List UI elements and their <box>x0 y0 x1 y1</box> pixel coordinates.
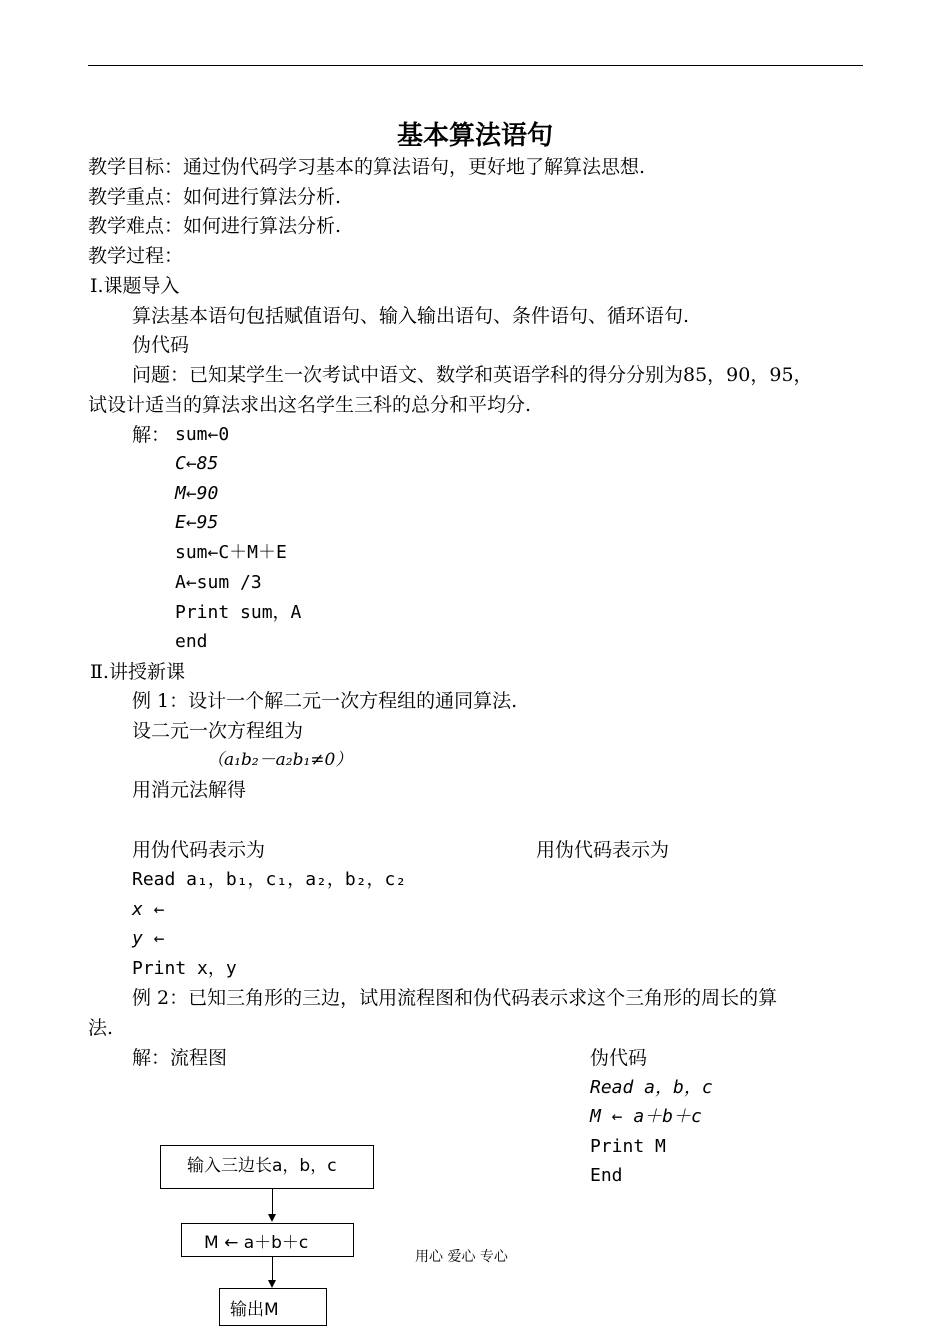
page-title: 基本算法语句 <box>396 121 553 151</box>
pseudo-label-left: 用伪代码表示为 <box>132 839 266 861</box>
example1-line: 例 1：设计一个解二元一次方程组的通同算法. <box>132 690 518 712</box>
section2-heading: Ⅱ.讲授新课 <box>90 661 185 683</box>
example2-line-1: 例 2：已知三角形的三边，试用流程图和伪代码表示求这个三角形的周长的算 <box>132 987 778 1009</box>
read-line: Read a₁，b₁，c₁，a₂，b₂，c₂ <box>132 869 407 890</box>
flowchart-input-box <box>160 1145 374 1189</box>
code-line: Print sum，A <box>175 602 302 623</box>
flowchart-input-text: 输入三边长a，b，c <box>187 1156 337 1176</box>
flowchart-output-text: 输出M <box>230 1300 279 1320</box>
pseudo-label-right: 用伪代码表示为 <box>536 839 670 861</box>
code-line: E←95 <box>175 512 219 533</box>
print-line: Print x，y <box>132 958 237 979</box>
x-assign-line: x ← <box>132 899 165 920</box>
section1-heading: Ⅰ.课题导入 <box>90 275 180 297</box>
arrowhead-icon <box>268 1214 276 1222</box>
flowchart-label: 解：流程图 <box>132 1047 228 1069</box>
code-line: sum←C＋M＋E <box>175 542 287 563</box>
header-rule <box>88 65 863 66</box>
elimination-line: 用消元法解得 <box>132 779 247 801</box>
pseudo-code-line: End <box>590 1165 623 1186</box>
pseudocode-label: 伪代码 <box>132 334 190 356</box>
flowchart-arrow <box>272 1189 273 1215</box>
arrowhead-icon <box>268 1280 276 1288</box>
process-line: 教学过程： <box>88 245 184 267</box>
code-line: A←sum /3 <box>175 572 262 593</box>
code-line: end <box>175 631 208 652</box>
difficulty-line: 教学难点：如何进行算法分析. <box>88 215 342 237</box>
example2-line-2: 法. <box>88 1017 114 1039</box>
flowchart-process-text: M ← a＋b＋c <box>204 1233 309 1253</box>
problem-line-2: 试设计适当的算法求出这名学生三科的总分和平均分. <box>88 394 532 416</box>
flowchart-process-box <box>181 1223 354 1257</box>
flowchart-arrow <box>272 1257 273 1281</box>
code-line: M←90 <box>175 483 219 504</box>
section1-intro: 算法基本语句包括赋值语句、输入输出语句、条件语句、循环语句. <box>132 305 690 327</box>
flowchart-output-box <box>219 1288 327 1326</box>
code-line: C←85 <box>175 453 219 474</box>
objective-line: 教学目标：通过伪代码学习基本的算法语句，更好地了解算法思想. <box>88 156 646 178</box>
setup-line: 设二元一次方程组为 <box>132 720 304 742</box>
problem-line-1: 问题：已知某学生一次考试中语文、数学和英语学科的得分分别为85，90，95， <box>132 364 813 386</box>
page-footer: 用心 爱心 专心 <box>415 1249 508 1265</box>
key-point-line: 教学重点：如何进行算法分析. <box>88 186 342 208</box>
pseudo-code-label: 伪代码 <box>590 1047 648 1069</box>
code-line: sum←0 <box>175 424 230 445</box>
pseudo-code-line: M ← a＋b＋c <box>590 1106 702 1127</box>
y-assign-line: y ← <box>132 928 165 949</box>
condition-line: （a₁b₂－a₂b₁≠0） <box>207 750 353 770</box>
solution-prefix: 解： <box>132 424 171 446</box>
pseudo-code-line: Print M <box>590 1136 666 1157</box>
pseudo-code-line: Read a，b，c <box>590 1077 713 1098</box>
